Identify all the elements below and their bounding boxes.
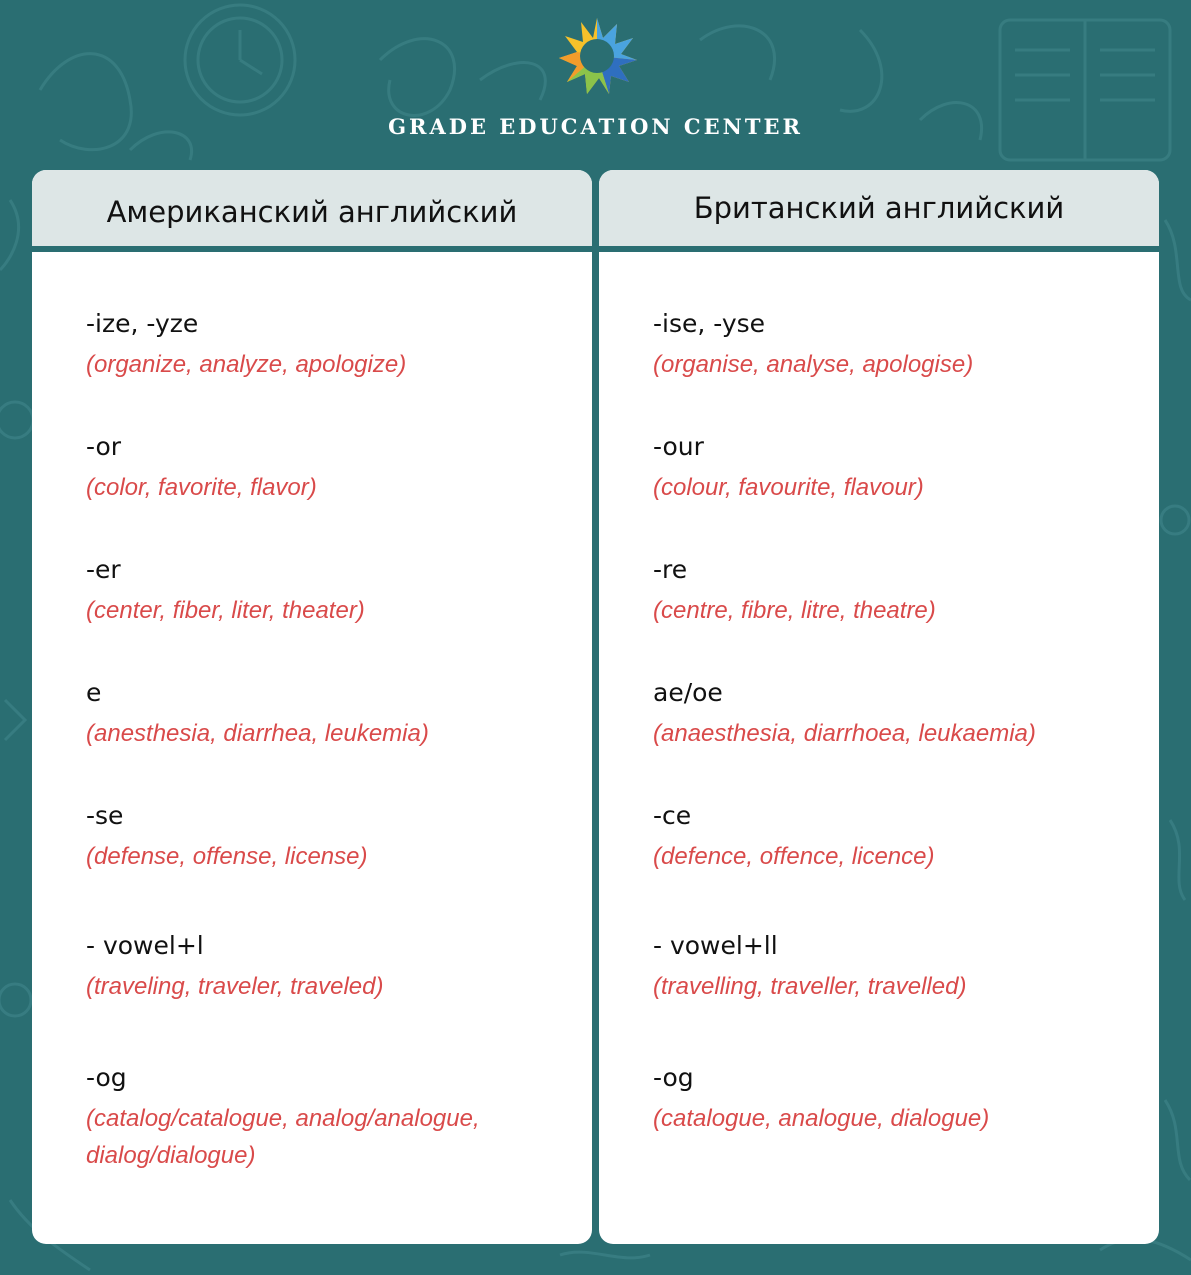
example-words: (defence, offence, licence): [653, 843, 935, 870]
list-item: [86, 928, 572, 1005]
list-item: [653, 429, 1139, 506]
list-item: [86, 552, 572, 629]
list-item: [653, 306, 1139, 383]
example-words: (color, favorite, flavor): [86, 474, 317, 501]
suffix-label: -re: [653, 555, 688, 584]
list-item: [653, 675, 1139, 752]
suffix-label: -ise, -yse: [653, 309, 766, 338]
suffix-label: e: [86, 678, 102, 707]
suffix-label: -se: [86, 801, 124, 830]
suffix-label: -og: [86, 1063, 127, 1092]
example-words: (travelling, traveller, travelled): [653, 973, 967, 1000]
example-words: (colour, favourite, flavour): [653, 474, 924, 501]
suffix-label: -ce: [653, 801, 692, 830]
suffix-label: - vowel+ll: [653, 931, 778, 960]
example-words: (catalogue, analogue, dialogue): [653, 1105, 990, 1132]
list-item: [86, 675, 572, 752]
list-item: [653, 928, 1139, 1005]
column-title-american: Американский английский: [32, 170, 592, 252]
british-english-card: [599, 170, 1159, 1244]
suffix-label: -er: [86, 555, 121, 584]
suffix-label: -ize, -yze: [86, 309, 199, 338]
list-item: [653, 552, 1139, 629]
suffix-label: - vowel+l: [86, 931, 204, 960]
list-item: [86, 1060, 532, 1174]
list-item: [86, 798, 572, 875]
list-item: [653, 798, 1139, 875]
list-item: [653, 1060, 1139, 1137]
column-title-british: Британский английский: [599, 170, 1159, 252]
example-words: (catalog/catalogue, analog/analogue, dialog/dialogue): [86, 1105, 480, 1169]
example-words: (defense, offense, license): [86, 843, 368, 870]
american-english-card: [32, 170, 592, 1244]
example-words: (anesthesia, diarrhea, leukemia): [86, 720, 429, 747]
suffix-label: ae/oe: [653, 678, 723, 707]
suffix-label: -our: [653, 432, 704, 461]
suffix-label: -or: [86, 432, 122, 461]
suffix-label: -og: [653, 1063, 694, 1092]
list-item: [86, 429, 572, 506]
example-words: (anaesthesia, diarrhoea, leukaemia): [653, 720, 1036, 747]
example-words: (organise, analyse, apologise): [653, 351, 974, 378]
example-words: (traveling, traveler, traveled): [86, 973, 384, 1000]
example-words: (organize, analyze, apologize): [86, 351, 407, 378]
sunburst-logo-icon: [557, 16, 637, 96]
brand-name: GRADE EDUCATION CENTER: [388, 114, 803, 139]
list-item: [86, 306, 572, 383]
example-words: (centre, fibre, litre, theatre): [653, 597, 936, 624]
example-words: (center, fiber, liter, theater): [86, 597, 365, 624]
